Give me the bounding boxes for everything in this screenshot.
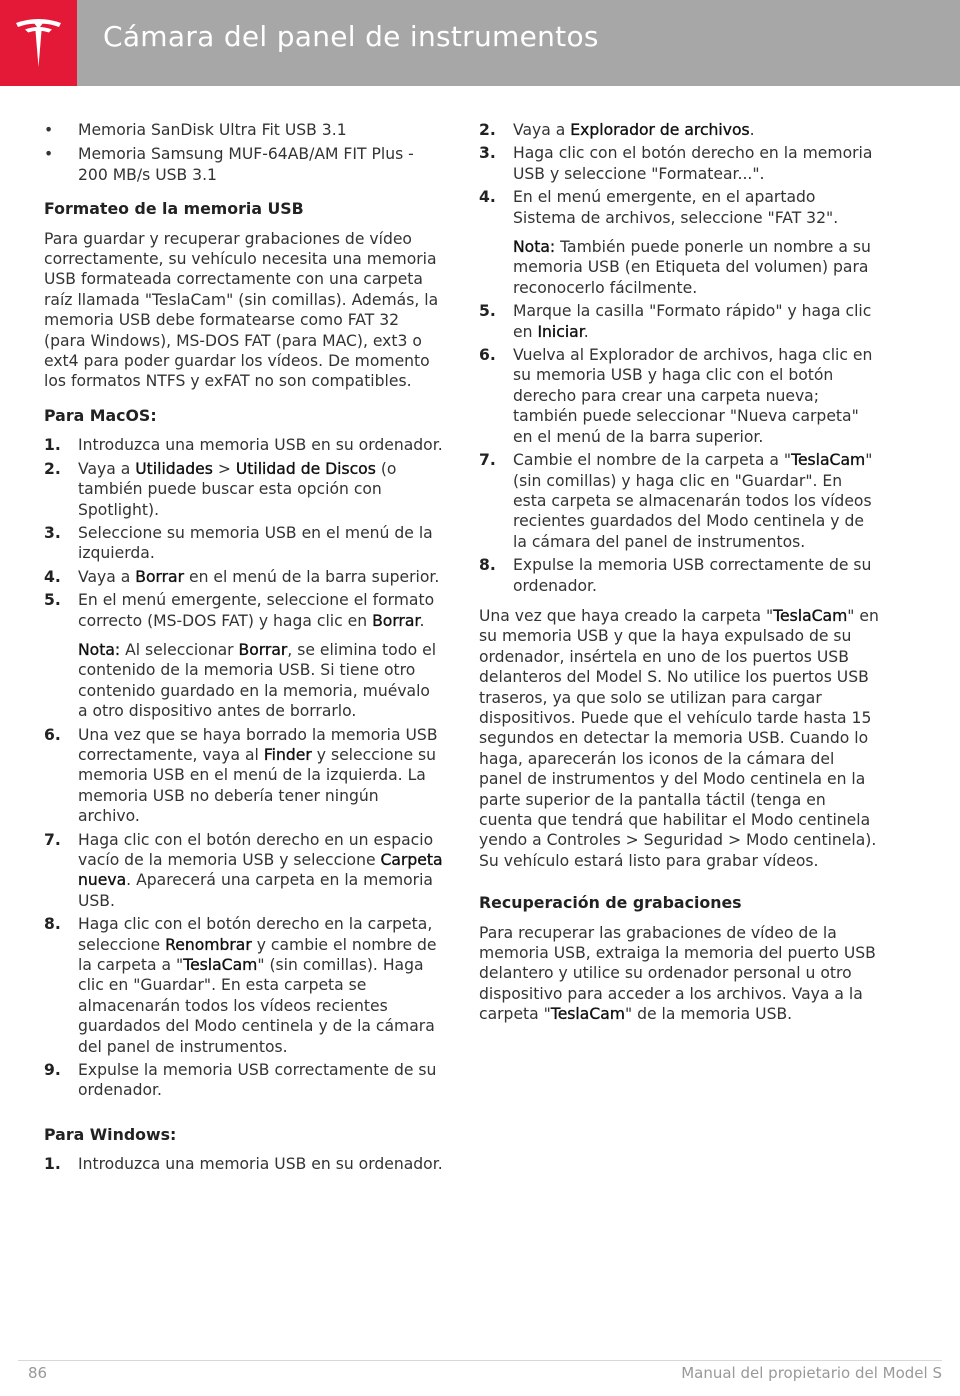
step-text: . [749,121,755,139]
step-text: Expulse la memoria USB correctamente de su ordenador. [78,1061,437,1100]
step-text: Expulse la memoria USB correctamente de su ordenador. [513,556,872,595]
note-text: Al seleccionar [120,640,239,659]
step-text: > [212,459,236,478]
step-text: Marque la casilla "Formato rápido" y haga clic en [513,302,872,341]
step-text: Seleccione su memoria USB en el menú de la izquierda. [78,523,433,563]
list-item [44,830,444,912]
step-text: y cambie el nombre de la carpeta a " [78,935,437,975]
list-item [44,1060,444,1101]
format-paragraph: Para guardar y recuperar grabaciones de vídeo correctamente, su vehículo necesita una memoria USB formateada correctamente con una carpeta raíz llamada "TeslaCam" (sin comillas). Además, la memoria USB debe formatearse como FAT 32 (para Windows), MS-DOS FAT (para MAC), ext3 o ext4 para poder guardar los vídeos. De momento los formatos NTFS y exFAT no son compatibles. [44,229,439,391]
step-number: 8. [479,556,496,575]
step-number: 1. [44,1155,61,1174]
list-item [44,590,444,721]
windows-heading: Para Windows: [44,1124,177,1144]
logo-box [0,0,77,86]
right-column [479,120,879,1035]
page-header [0,0,960,86]
ui-term: Borrar [372,611,420,630]
after-paragraph [479,606,879,871]
step-number: 4. [479,188,496,207]
list-item [479,345,879,447]
step-text: (o también puede buscar esta opción con Spotlight). [78,459,397,519]
step-text: En el menú emergente, en el apartado Sistema de archivos, seleccione "FAT 32". [513,188,839,227]
ui-term: Carpeta nueva [78,851,443,890]
step-text: Una vez que se haya borrado la memoria USB correctamente, vaya al [78,725,438,764]
ui-term: Borrar [135,567,185,586]
step-number: 5. [44,591,61,610]
list-item [44,725,444,827]
step-text: En el menú emergente, seleccione el formato correcto (MS-DOS FAT) y haga clic en [78,591,435,630]
step-text: Cambie el nombre de la carpeta a " [513,451,792,470]
windows-steps-continued [479,120,879,596]
step-text: Haga clic con el botón derecho en la memoria USB y seleccione "Formatear...". [513,144,873,183]
list-item [479,187,879,298]
step-number: 6. [479,346,496,365]
step-text: . [419,611,425,630]
ui-term: TeslaCam [791,451,866,470]
step-number: 4. [44,567,61,586]
step-number: 2. [479,121,496,139]
note-text: , se elimina todo el contenido de la memoria USB. Si tiene otro contenido guardado en la memoria, muévalo a otro dispositivo antes de borrarlo. [78,640,437,721]
ui-term: Borrar [238,640,288,659]
ui-term: TeslaCam [550,1005,625,1024]
windows-steps [44,1154,444,1174]
recovery-paragraph [479,923,879,1025]
step-number: 8. [44,915,61,934]
list-item [44,435,444,455]
paragraph-text: Una vez que haya creado la carpeta " [479,606,774,625]
step-text: " (sin comillas). Haga clic en "Guardar". En esta carpeta se almacenarán todos los vídeos recientes guardados del Modo centinela y de la cámara del panel de instrumentos. [78,956,435,1056]
format-heading: Formateo de la memoria USB [44,199,304,219]
step-text: en el menú de la barra superior. [184,567,440,586]
list-item [44,1154,444,1174]
step-number: 1. [44,436,61,455]
list-item [479,301,879,342]
macos-heading: Para MacOS: [44,405,157,425]
ui-term: Utilidades [135,459,213,478]
macos-steps [44,435,444,1101]
page-title: Cámara del panel de instrumentos [103,20,599,53]
list-item [479,120,879,140]
list-item [479,143,879,184]
note-label: Nota: [513,238,556,257]
left-column [44,120,444,1185]
list-item: • Memoria Samsung MUF-64AB/AM FIT Plus - 200 MB/s USB 3.1 [44,144,444,185]
step-number: 7. [479,451,496,470]
paragraph-text: Para recuperar las grabaciones de vídeo de la memoria USB, extraiga la memoria del puerto USB delantero y utilice su ordenador personal u otro dispositivo para acceder a los archivos. Vaya a la carpeta " [479,923,876,1024]
step-text: . [583,322,589,341]
step-number: 3. [44,523,61,542]
list-item [44,914,444,1057]
footer-divider [18,1360,942,1361]
list-item [479,450,879,552]
step-number: 7. [44,830,61,849]
step-text: Vuelva al Explorador de archivos, haga clic en su memoria USB y haga clic con el botón derecho para crear una carpeta nueva; también puede seleccionar "Nueva carpeta" en el menú de la barra superior. [513,346,873,446]
ui-term: Explorador de archivos [570,121,750,139]
step-text: y seleccione su memoria USB en el menú de la izquierda. La memoria USB no debería tener ningún archivo. [78,745,437,826]
note-label: Nota: [78,640,121,659]
paragraph-text: " de la memoria USB. [624,1005,793,1024]
step-text: Vaya a [78,567,136,586]
list-item [44,567,444,587]
list-item [44,459,444,520]
ui-term: TeslaCam [183,956,258,975]
step-text: Vaya a [513,121,571,139]
step-number: 9. [44,1061,61,1080]
step-text: Vaya a [78,459,136,478]
step-text: Haga clic con el botón derecho en un espacio vacío de la memoria USB y seleccione [78,830,434,869]
compatible-usb-list [44,120,444,185]
ui-term: Iniciar [537,322,584,341]
ui-term: TeslaCam [773,606,848,625]
list-item: • Memoria SanDisk Ultra Fit USB 3.1 [44,120,444,140]
list-item [479,555,879,596]
step-text: Introduzca una memoria USB en su ordenador. [78,1155,443,1174]
step-text: Haga clic con el botón derecho en la carpeta, seleccione [78,915,433,954]
ui-term: Finder [263,745,312,764]
step-number: 3. [479,144,496,163]
page-number: 86 [28,1364,48,1382]
list-item [44,523,444,564]
recovery-heading: Recuperación de grabaciones [479,893,742,913]
ui-term: Renombrar [165,935,252,954]
step-number: 5. [479,302,496,321]
ui-term: Utilidad de Discos [235,459,376,478]
note [78,640,444,722]
note [513,237,879,298]
step-text: " (sin comillas) y haga clic en "Guardar". En esta carpeta se almacenarán todos los vídeos recientes guardados del Modo centinela y de la cámara del panel de instrumentos. [513,451,873,551]
paragraph-text: " en su memoria USB y que la haya expulsado de su ordenador, insértela en uno de los puertos USB delanteros del Model S. No utilice los puertos USB traseros, ya que solo se utilizan para cargar dispositivos. Puede que el vehículo tarde hasta 15 segundos en detectar la memoria USB. Cuando lo haga, aparecerán los iconos de la cámara del panel de instrumentos y del Modo centinela en la parte superior de la pantalla táctil (tenga en cuenta que tendrá que habilitar el Modo centinela yendo a Controles > Seguridad > Modo centinela). Su vehículo estará listo para grabar vídeos. [479,606,879,870]
note-text: También puede ponerle un nombre a su memoria USB (en Etiqueta del volumen) para reconocerlo fácilmente. [513,238,871,297]
step-number: 6. [44,725,61,744]
step-text: Introduzca una memoria USB en su ordenador. [78,436,443,455]
tesla-logo-icon [14,17,63,69]
step-text: . Aparecerá una carpeta en la memoria USB. [78,871,433,910]
manual-title: Manual del propietario del Model S [681,1364,942,1382]
step-number: 2. [44,459,61,478]
